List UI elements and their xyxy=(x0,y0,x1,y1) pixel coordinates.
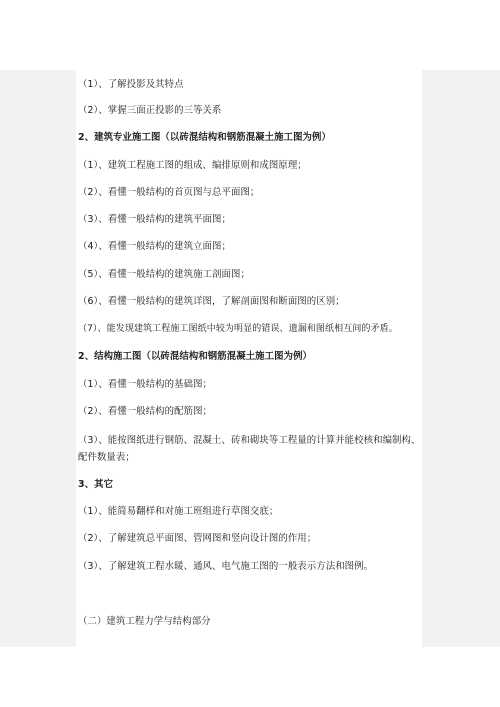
text-line: （2）、掌握三面正投影的三等关系 xyxy=(78,105,222,116)
text-line: （1）、能简易翻样和对施工班组进行草图交底； xyxy=(78,506,279,517)
subsection-heading: （二）建筑工程力学与结构部分 xyxy=(78,616,211,627)
section-heading: 3、其它 xyxy=(78,479,114,490)
text-line: （1）、了解投影及其特点 xyxy=(78,79,184,90)
text-line: （1）、建筑工程施工图的组成、编排原则和成图原理； xyxy=(78,160,307,171)
page-margin-right xyxy=(422,70,500,647)
text-line: （4）、看懂一般结构的建筑立面图； xyxy=(78,241,231,252)
text-line: （5）、看懂一般结构的建筑施工剖面图； xyxy=(78,269,250,280)
text-line: （3）、了解建筑工程水暖、通风、电气施工图的一般表示方法和图例。 xyxy=(78,561,374,572)
text-line: （3）、能按图纸进行钢筋、混凝土、砖和砌块等工程量的计算并能校核和编制构、配件数量表； xyxy=(78,435,421,463)
section-heading: 2、结构施工图（以砖混结构和钢筋混凝土施工图为例） xyxy=(78,351,313,362)
text-line: （1）、看懂一般结构的基础图； xyxy=(78,379,213,390)
text-line: （6）、看懂一般结构的建筑详图，了解剖面图和断面图的区别； xyxy=(78,296,345,307)
text-line: （2）、了解建筑总平面图、管网图和竖向设计图的作用； xyxy=(78,533,317,544)
page-margin-left xyxy=(0,70,76,647)
section-heading: 2、建筑专业施工图（以砖混结构和钢筋混凝土施工图为例） xyxy=(78,132,331,143)
text-line: （7）、能发现建筑工程施工图纸中较为明显的错误、遗漏和图纸相互间的矛盾。 xyxy=(78,324,398,334)
text-line: （2）、看懂一般结构的配筋图； xyxy=(78,406,213,417)
text-line: （3）、看懂一般结构的建筑平面图； xyxy=(78,214,231,225)
text-line: （2）、看懂一般结构的首页图与总平面图； xyxy=(78,187,260,198)
